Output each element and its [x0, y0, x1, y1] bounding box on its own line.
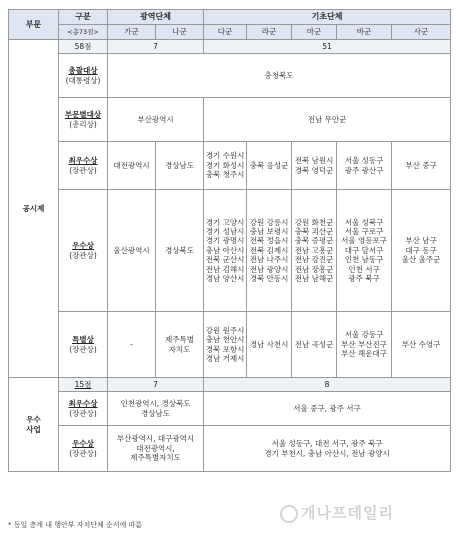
list-item: 경남 거제시 — [205, 353, 245, 363]
teukbyeol-ra: 경남 사천시 — [247, 312, 292, 378]
saeop-usu-gi — [204, 426, 451, 472]
choeusu-ga: 대전광역시 — [108, 142, 156, 190]
usu-ra — [247, 190, 292, 312]
gongsi-gi-count: 51 — [204, 40, 451, 54]
award-choeusu — [59, 142, 108, 190]
list-item: 충북 증평군 — [294, 236, 334, 246]
header-sa: 사군 — [392, 25, 451, 40]
award-bumunbyeol — [59, 98, 108, 142]
list-item: 서울 영등포구 — [341, 236, 387, 246]
list-item: 전남 광양시 — [249, 264, 289, 274]
watermark-logo — [280, 502, 394, 523]
list-item: 충남 보령시 — [249, 227, 289, 237]
award-sub: (장관상) — [69, 165, 97, 175]
footnote: * 동일 층계 내 행안부 자치단체 순서에 따름 — [8, 521, 143, 529]
saeop-usu-gw — [108, 426, 204, 472]
usu-ga: 울산광역시 — [108, 190, 156, 312]
list-item: 경기 성남시 — [205, 227, 245, 237]
teukbyeol-ba — [337, 312, 392, 378]
list-item: 서울 성동구, 대전 서구, 광주 북구 — [271, 439, 383, 449]
category-gongsi: 공시제 — [9, 40, 59, 378]
header-ma: 마군 — [292, 25, 337, 40]
list-item: 경북 안동시 — [249, 273, 289, 283]
award-title: 총괄대상 — [68, 66, 98, 76]
saeop-choeusu-gw — [108, 392, 204, 426]
list-item: 충북 괴산군 — [294, 227, 334, 237]
teukbyeol-sa: 부산 수영구 — [392, 312, 451, 378]
list-item: 부산광역시, 대구광역시 — [116, 434, 195, 444]
list-item: 경상남도 — [141, 408, 170, 418]
award-title: 특별상 — [72, 335, 94, 345]
choeusu-ba — [337, 142, 392, 190]
usu-na: 경상북도 — [156, 190, 204, 312]
list-item: 경북 포항시 — [205, 344, 245, 354]
teukbyeol-ma: 전남 곡성군 — [292, 312, 337, 378]
awards-table — [8, 9, 451, 472]
usu-ba — [337, 190, 392, 312]
list-item: 강원 강릉시 — [249, 217, 289, 227]
header-gubun: 구분 — [59, 10, 108, 25]
list-item: 경기 고양시 — [205, 217, 245, 227]
list-item: 부산 남구 — [405, 236, 437, 246]
list-item: 전북 김제시 — [249, 245, 289, 255]
usu-saeop-gi-count: 8 — [204, 378, 451, 392]
usu-da — [204, 190, 247, 312]
list-item: 서울 성북구 — [344, 217, 384, 227]
list-item: 서울 구로구 — [344, 227, 384, 237]
category-line: 우수 — [26, 415, 41, 425]
list-item: 충남 천안시 — [205, 335, 245, 345]
choeusu-na: 경상남도 — [156, 142, 204, 190]
category-usu-saeop — [9, 378, 59, 472]
list-item: 서울 성동구 — [344, 156, 384, 166]
award-title: 최우수상 — [68, 156, 98, 166]
list-item: 경기 부천시, 충남 아산시, 전남 광양시 — [264, 448, 390, 458]
saeop-award-choeusu — [59, 392, 108, 426]
award-title: 우수상 — [72, 241, 94, 251]
choeusu-ra: 충북 음성군 — [247, 142, 292, 190]
header-gwangyeok: 광역단체 — [108, 10, 204, 25]
list-item: 강원 화천군 — [294, 217, 334, 227]
header-na: 나군 — [156, 25, 204, 40]
watermark-icon — [280, 505, 298, 523]
list-item: 경기 수원시 — [205, 151, 245, 161]
list-item: 서울 강동구 — [344, 330, 384, 340]
choeusu-ma — [292, 142, 337, 190]
saeop-award-usu — [59, 426, 108, 472]
list-item: 전북 정읍시 — [249, 236, 289, 246]
list-item: 경기 화성시 — [205, 160, 245, 170]
list-item: 인천광역시, 경상북도 — [120, 399, 191, 409]
bumunbyeol-gw: 부산광역시 — [108, 98, 204, 142]
chonggwal-value: 충청북도 — [108, 54, 451, 98]
header-total: <총73점> — [59, 25, 108, 40]
list-item: 강원 원주시 — [205, 325, 245, 335]
list-item: 충남 아산시 — [205, 245, 245, 255]
list-item: 전남 고흥군 — [294, 245, 334, 255]
award-sub: (장관상) — [69, 344, 97, 354]
list-item: 인천 남동구 — [344, 255, 384, 265]
header-ga: 가군 — [108, 25, 156, 40]
list-item: 전북 군산시 — [205, 255, 245, 265]
list-item: 충북 청주시 — [205, 170, 245, 180]
header-ra: 라군 — [247, 25, 292, 40]
list-item: 대구 동구 — [405, 245, 437, 255]
award-sub: (총리상) — [69, 119, 97, 129]
list-item: 전남 나주시 — [249, 255, 289, 265]
list-item: 자치도 — [168, 344, 191, 354]
award-sub: (장관상) — [69, 250, 97, 260]
header-gicho: 기초단체 — [204, 10, 451, 25]
list-item: 대구 달서구 — [344, 245, 384, 255]
bumunbyeol-gi: 전남 무안군 — [204, 98, 451, 142]
header-ba: 바군 — [337, 25, 392, 40]
list-item: 대전광역시, — [136, 443, 175, 453]
saeop-choeusu-gi: 서울 중구, 광주 서구 — [204, 392, 451, 426]
awards-table-container — [8, 9, 450, 472]
list-item: 부산 부산진구 — [341, 339, 387, 349]
list-item: 전남 장흥군 — [294, 264, 334, 274]
choeusu-da — [204, 142, 247, 190]
usu-saeop-gw-count: 7 — [108, 378, 204, 392]
usu-saeop-points: 15점 — [59, 378, 108, 392]
header-da: 다군 — [204, 25, 247, 40]
gongsi-gw-count: 7 — [108, 40, 204, 54]
list-item: 광주 광산구 — [344, 165, 384, 175]
award-sub: (대통령상) — [65, 75, 101, 85]
list-item: 전북 남원시 — [294, 156, 334, 166]
header-bumun: 부문 — [9, 10, 59, 40]
list-item: 인천 서구 — [348, 264, 380, 274]
list-item: 경북 영덕군 — [294, 165, 334, 175]
choeusu-sa: 부산 중구 — [392, 142, 451, 190]
award-sub: (장관상) — [69, 448, 97, 458]
watermark-text: 개나프데일리 — [301, 504, 394, 522]
list-item: 경기 광명시 — [205, 236, 245, 246]
teukbyeol-na — [156, 312, 204, 378]
award-usu — [59, 190, 108, 312]
usu-sa — [392, 190, 451, 312]
list-item: 울산 울주군 — [401, 255, 441, 265]
teukbyeol-ga: - — [108, 312, 156, 378]
list-item: 제주특별 — [165, 335, 194, 345]
list-item: 광주 북구 — [348, 273, 380, 283]
award-title: 우수상 — [72, 439, 94, 449]
teukbyeol-da — [204, 312, 247, 378]
category-line: 사업 — [26, 424, 41, 434]
award-sub: (장관상) — [69, 408, 97, 418]
award-title: 부문별대상 — [64, 110, 102, 120]
usu-ma — [292, 190, 337, 312]
list-item: 제주특별자치도 — [130, 453, 181, 463]
list-item: 부산 해운대구 — [341, 349, 387, 359]
list-item: 전남 강진군 — [294, 255, 334, 265]
award-teukbyeol — [59, 312, 108, 378]
award-title: 최우수상 — [68, 399, 98, 409]
list-item: 경남 양산시 — [205, 273, 245, 283]
list-item: 전남 김해시 — [205, 264, 245, 274]
award-chonggwal — [59, 54, 108, 98]
list-item: 전남 남해군 — [294, 273, 334, 283]
gongsi-points: 58점 — [59, 40, 108, 54]
